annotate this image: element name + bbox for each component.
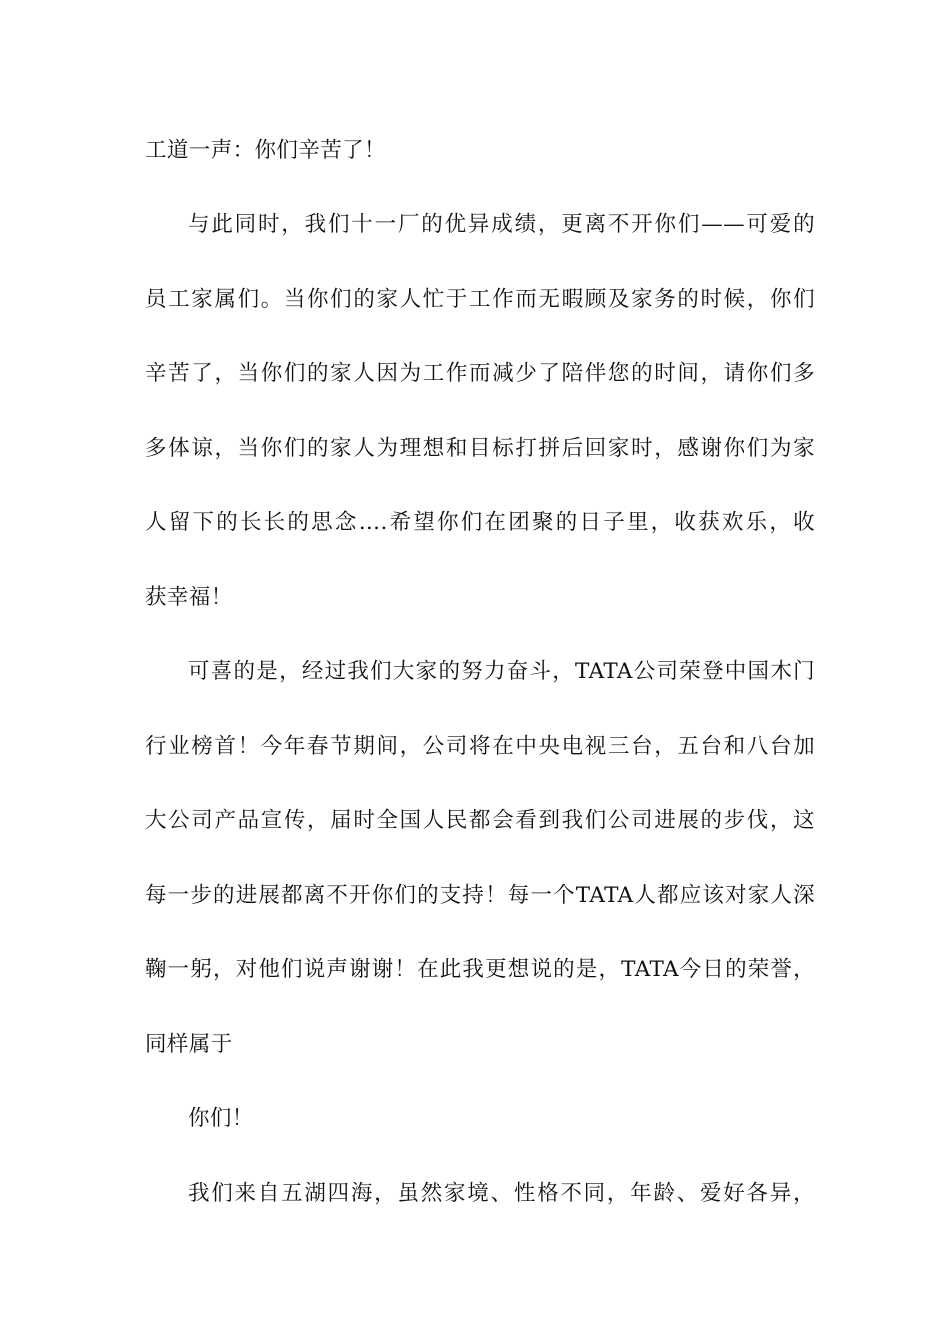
text-line: 辛苦了，当你们的家人因为工作而减少了陪伴您的时间，请你们多 (145, 361, 815, 386)
text-line: 行业榜首！今年春节期间，公司将在中央电视三台，五台和八台加 (145, 734, 815, 759)
text-line: 员工家属们。当你们的家人忙于工作而无暇顾及家务的时候，你们 (145, 287, 815, 312)
text-line: 人留下的长长的思念….希望你们在团聚的日子里，收获欢乐，收 (145, 510, 815, 535)
text-line: 工道一声：你们辛苦了！ (145, 138, 386, 163)
paragraph-first-line: 你们！ (188, 1106, 254, 1131)
text-line: 多体谅，当你们的家人为理想和目标打拼后回家时，感谢你们为家 (145, 436, 815, 461)
text-line: 大公司产品宣传，届时全国人民都会看到我们公司进展的步伐，这 (145, 808, 815, 833)
paragraph-first-line: 我们来自五湖四海，虽然家境、性格不同，年龄、爱好各异， (188, 1181, 815, 1206)
text-line: 鞠一躬，对他们说声谢谢！在此我更想说的是，TATA今日的荣誉， (145, 957, 815, 982)
text-line: 每一步的进展都离不开你们的支持！每一个TATA人都应该对家人深 (145, 883, 815, 908)
paragraph-first-line: 可喜的是，经过我们大家的努力奋斗，TATA公司荣登中国木门 (188, 659, 815, 684)
text-line: 同样属于 (145, 1032, 233, 1057)
paragraph-first-line: 与此同时，我们十一厂的优异成绩，更离不开你们——可爱的 (188, 212, 815, 237)
text-line: 获幸福！ (145, 585, 233, 610)
